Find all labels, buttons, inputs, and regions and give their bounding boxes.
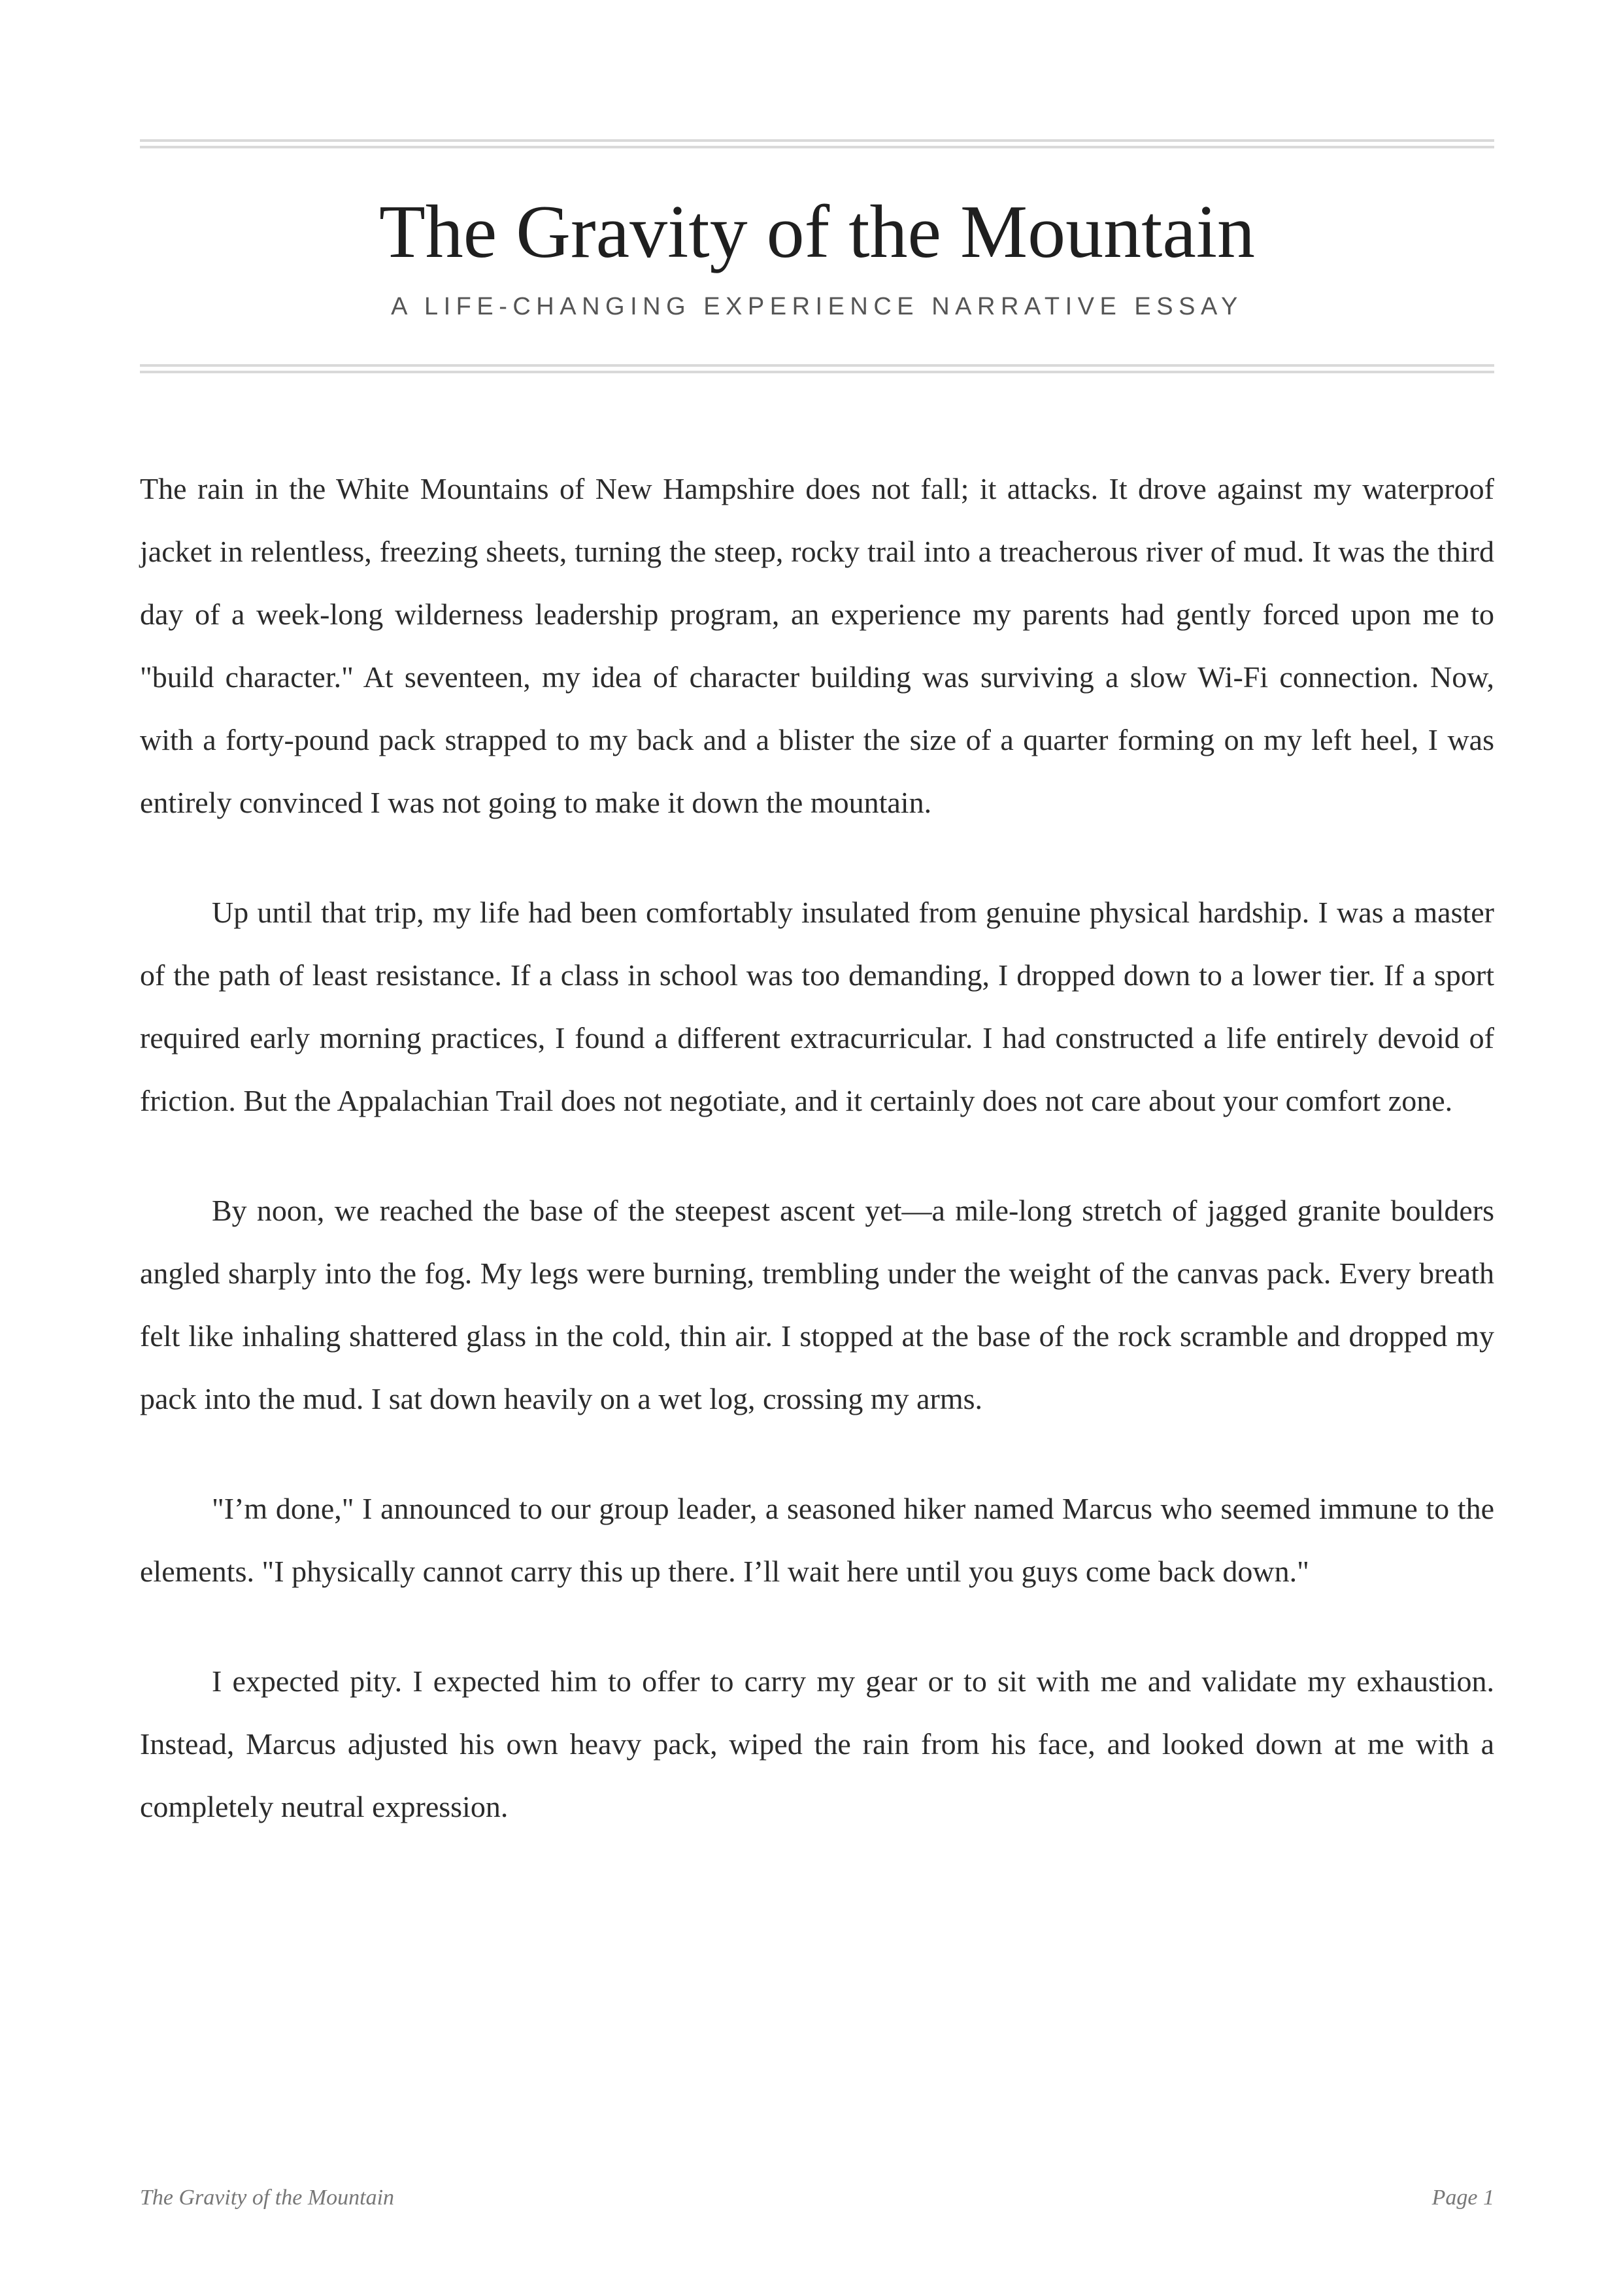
footer-running-title: The Gravity of the Mountain [140,2186,395,2210]
paragraph-3: By noon, we reached the base of the steepest ascent yet—a mile-long stretch of jagged granite boulders angled sharply into the fog. My legs were burning, trembling under the weight of the canvas pack. Every breath felt like inhaling shattered glass in the cold, thin air. I stopped at the base of the rock scramble and dropped my pack into the mud. I sat down heavily on a wet log, crossing my arms. [140,1194,1494,1415]
header-top-rule [140,139,1494,148]
paragraph-2: Up until that trip, my life had been comfortably insulated from genuine physical hardship. I was a master of the path of least resistance. If a class in school was too demanding, I dropped down to a lower tier. If a sport required early morning practices, I found a different extracurricular. I had constructed a life entirely devoid of friction. But the Appalachian Trail does not negotiate, and it certainly does not care about your comfort zone. [140,896,1494,1117]
document-page [140,0,1494,2296]
document-subtitle: A LIFE-CHANGING EXPERIENCE NARRATIVE ESSAY [391,293,1243,320]
header-bottom-rule [140,364,1494,373]
paragraph-1: The rain in the White Mountains of New Hampshire does not fall; it attacks. It drove against my waterproof jacket in relentless, freezing sheets, turning the steep, rocky trail into a treacherous river of mud. It was the third day of a week-long wilderness leadership program, an experience my parents had gently forced upon me to "build character." At seventeen, my idea of character building was surviving a slow Wi-Fi connection. Now, with a forty-pound pack strapped to my back and a blister the size of a quarter forming on my left heel, I was entirely convinced I was not going to make it down the mountain. [140,472,1494,819]
essay-body [140,458,1494,1885]
paragraph-5: I expected pity. I expected him to offer to carry my gear or to sit with me and validate my exhaustion. Instead, Marcus adjusted his own heavy pack, wiped the rain from his face, and looked down at me with a completely neutral expression. [140,1664,1494,1823]
paragraph-4: "I’m done," I announced to our group leader, a seasoned hiker named Marcus who seemed immune to the elements. "I physically cannot carry this up there. I’ll wait here until you guys come back down." [140,1492,1494,1588]
footer-page-number: Page 1 [1431,2186,1494,2210]
document-title: The Gravity of the Mountain [378,190,1256,274]
